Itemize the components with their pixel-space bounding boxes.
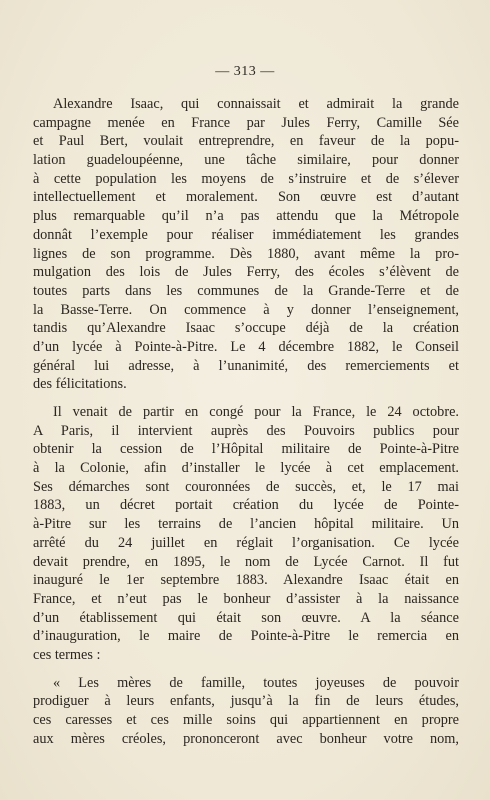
text-line: à la Colonie, afin d’installer le lycée à cet emplacement.: [33, 460, 459, 477]
text-line: général lui adresse, à l’unanimité, des remerciements et: [33, 357, 459, 374]
text-line: à-Pitre sur les terrains de l’ancien hôpital militaire. Un: [33, 516, 459, 533]
text-line: intellectuellement et moralement. Son œuvre est d’autant: [33, 189, 459, 206]
text-line: France, et n’eut pas le bonheur d’assister à la naissance: [33, 590, 459, 607]
paragraph: [33, 403, 459, 665]
text-line: obtenir la cession de l’Hôpital militaire de Pointe-à-Pitre: [33, 441, 459, 458]
text-line: Ses démarches sont couronnées de succès, et, le 17 mai: [33, 478, 459, 495]
text-line: Il venait de partir en congé pour la France, le 24 octobre.: [53, 404, 459, 420]
text-line: A Paris, il intervient auprès des Pouvoirs publics pour: [33, 422, 459, 439]
text-line: la Basse-Terre. On commence à y donner l’enseignement,: [33, 301, 459, 318]
text-line: des félicitations.: [33, 376, 127, 393]
text-line: « Les mères de famille, toutes joyeuses de pouvoir: [53, 674, 459, 691]
text-line: donnât l’exemple pour réaliser immédiatement les grandes: [33, 226, 459, 243]
text-line: lignes de son programme. Dès 1880, avant même la pro-: [33, 245, 459, 262]
text-line: ces caresses et ces mille soins qui appartiennent en propre: [33, 712, 459, 728]
text-line: Alexandre Isaac, qui connaissait et admirait la grande: [53, 96, 459, 112]
text-line: à cette population les moyens de s’instruire et de s’élever: [33, 170, 459, 187]
text-line: prodiguer à leurs enfants, jusqu’à la fin de leurs études,: [33, 693, 459, 710]
text-line: arrêté du 24 juillet en réglait l’organisation. Ce lycée: [33, 534, 459, 551]
text-line: tandis qu’Alexandre Isaac s’occupe déjà de la création: [33, 320, 459, 337]
paragraph: [33, 674, 459, 749]
paragraph: [33, 95, 459, 394]
text-line: 1883, un décret portait création du lycée de Pointe-: [33, 497, 459, 514]
text-line: lation guadeloupéenne, une tâche similaire, pour donner: [33, 152, 459, 169]
text-line: d’un établissement qui était son œuvre. A la séance: [33, 609, 459, 626]
text-line: d’un lycée à Pointe-à-Pitre. Le 4 décembre 1882, le Conseil: [33, 338, 459, 355]
text-line: devait prendre, en 1895, le nom de Lycée Carnot. Il fut: [33, 553, 459, 570]
text-line: et Paul Bert, voulait entreprendre, en faveur de la popu-: [33, 133, 459, 150]
text-line: plus remarquable qu’il n’a pas attendu que la Métropole: [33, 208, 459, 225]
text-line: mulgation des lois de Jules Ferry, des écoles s’élèvent de: [33, 264, 459, 281]
text-line: ces termes :: [33, 646, 101, 663]
text-line: inauguré le 1er septembre 1883. Alexandre Isaac était en: [33, 572, 459, 589]
text-line: campagne menée en France par Jules Ferry, Camille Sée: [33, 114, 459, 131]
text-line: toutes parts dans les communes de la Grande-Terre et de: [33, 282, 459, 299]
text-line: d’inauguration, le maire de Pointe-à-Pitre le remercia en: [33, 628, 459, 645]
text-line: aux mères créoles, prononceront avec bonheur votre nom,: [33, 730, 459, 747]
body-text: [33, 95, 459, 748]
page-number: — 313 —: [215, 64, 275, 79]
